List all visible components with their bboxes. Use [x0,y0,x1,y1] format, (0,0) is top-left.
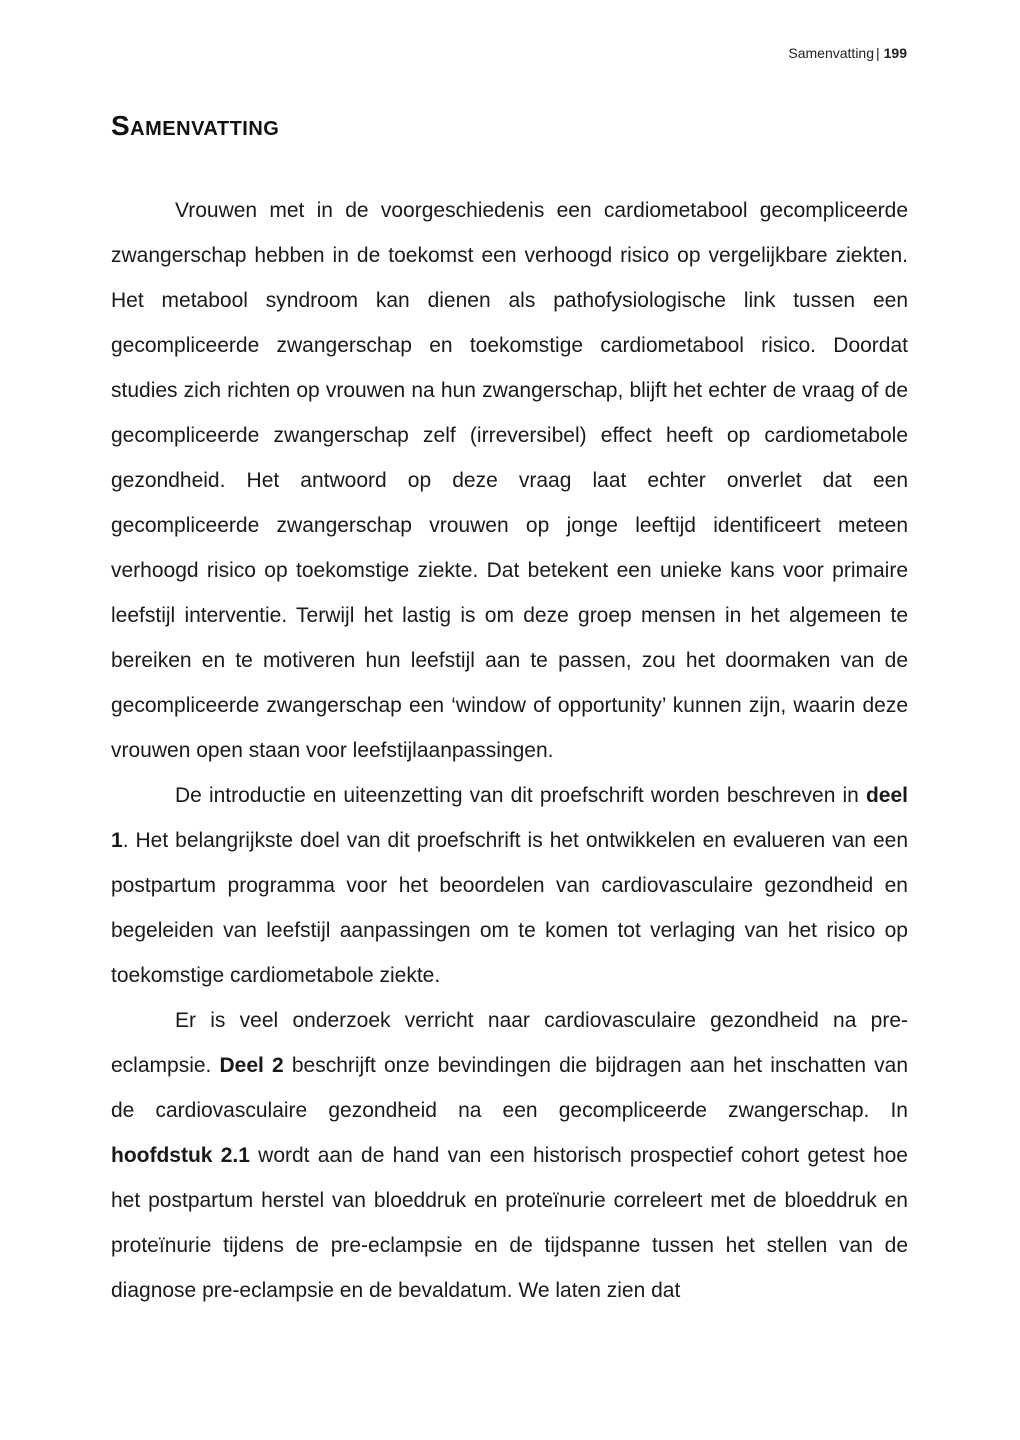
chapter-title: Samenvatting [111,110,280,141]
running-header-separator: | [876,45,880,61]
paragraph-text: wordt aan de hand van een historisch prospectief cohort getest hoe het postpartum herstel van bloeddruk en proteïnurie correleert met de bloeddruk en proteïnurie tijdens de pre-eclampsie en de tijdspanne tussen het stellen van de diagnose pre-eclampsie en de bevaldatum. We laten zien dat [111,1144,908,1302]
paragraph-deel-1 [111,773,908,998]
paragraph-text: Er is veel onderzoek verricht naar cardiovasculaire gezondheid na pre-eclampsie. [111,1009,908,1077]
bold-term-deel-2: Deel 2 [219,1054,284,1077]
body-text [111,188,908,1313]
running-header [788,45,907,61]
paragraph-text: . Het belangrijkste doel van dit proefschrift is het ontwikkelen en evalueren van een postpartum programma voor het beoordelen van cardiovasculaire gezondheid en begeleiden van leefstijl aanpassingen om te komen tot verlaging van het risico op toekomstige cardiometabole ziekte. [111,829,908,987]
paragraph-intro: Vrouwen met in de voorgeschiedenis een cardiometabool gecompliceerde zwangerschap hebben in de toekomst een verhoogd risico op vergelijkbare ziekten. Het metabool syndroom kan dienen als pathofysiologische link tussen een gecompliceerde zwangerschap en toekomstige cardiometabool risico. Doordat studies zich richten op vrouwen na hun zwangerschap, blijft het echter de vraag of de gecompliceerde zwangerschap zelf (irreversibel) effect heeft op cardiometabole gezondheid. Het antwoord op deze vraag laat echter onverlet dat een gecompliceerde zwangerschap vrouwen op jonge leeftijd identificeert meteen verhoogd risico op toekomstige ziekte. Dat betekent een unieke kans voor primaire leefstijl interventie. Terwijl het lastig is om deze groep mensen in het algemeen te bereiken en te motiveren hun leefstijl aan te passen, zou het doormaken van de gecompliceerde zwangerschap een ‘window of opportunity’ kunnen zijn, waarin deze vrouwen open staan voor leefstijlaanpassingen. [111,199,908,762]
paragraph-text: De introductie en uiteenzetting van dit proefschrift worden beschreven in [175,784,866,807]
bold-term-deel-1: deel 1 [111,784,908,852]
bold-term-hoofdstuk-2-1: hoofdstuk 2.1 [111,1144,250,1167]
paragraph-text: beschrijft onze bevindingen die bijdragen aan het inschatten van de cardiovasculaire gezondheid na een gecompliceerde zwangerschap. In [111,1054,908,1122]
page-number: 199 [883,45,907,61]
paragraph-deel-2 [111,998,908,1313]
running-header-section: Samenvatting [788,45,874,61]
